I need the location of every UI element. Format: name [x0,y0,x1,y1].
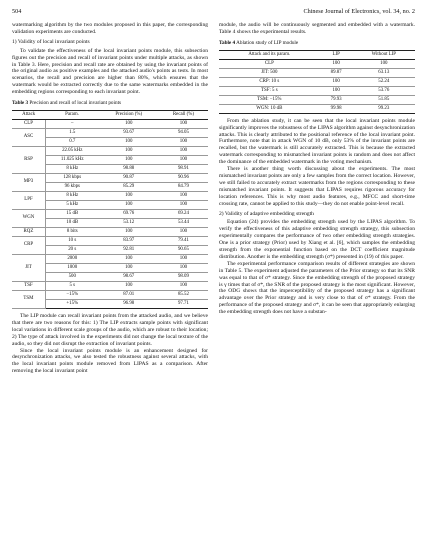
table-cell: 5 s [45,281,98,290]
table-cell: 100 [159,200,208,209]
table-cell: 100 [320,86,353,95]
table-cell: TSF: 5 s [219,86,320,95]
table-cell: 100 [320,77,353,86]
paragraph: Equation (24) provides the embedding strength used by the LIPAS algorithm. To verify the effectiveness of this adaptive embedding strength strategy, this subsection experimentally compares the performance of two other embedding strength strategies. One is a prior strategy (Prior) used by Xiang et al. [6], which samples the embedding strength from the exponential function based on the DCT coefficient magnitude distribution. Another is the embedding strength (σ*) presented in (19) of this paper. [219,219,415,260]
table-cell: 100 [159,146,208,155]
table-label: Table 3 [12,100,29,107]
table-cell: JIT: 500 [219,68,320,77]
subsection-heading: 2) Validity of adaptive embedding strength [219,210,314,217]
table-row [12,209,208,218]
table-cell: 99.98 [320,104,353,113]
table-cell: 20 s [45,245,98,254]
table-cell: 100 [99,281,159,290]
table-cell: 2000 [45,254,98,263]
attack-cell: CLP [12,119,45,128]
paragraph: The experimental performance comparison results of different strategies are shown in Table 5. The experiment adjusted the parameters of the Prior strategy so that its SNR was equal to that of σ* strategy. Since the embedding strength of the proposed strategy is γ times that of σ*, the SNR of the proposed strategy is the most significant. However, the ODG shows that the imperceptibility of the proposed strategy has a significant advantage over the Prior strategy and is very close to that of σ* strategy. From the performance of the proposed strategy and σ*, it can be seen that appropriately enlarging the embedding strength does not have a substan- [219,260,415,316]
attack-cell: MP3 [12,173,45,191]
table-cell: 8 bits [45,227,98,236]
table-cell: 53.76 [353,86,415,95]
table-4 [219,50,415,114]
table-cell: 79.41 [159,236,208,245]
table-cell: 53.44 [159,218,208,227]
table-row [219,104,415,113]
table-cell: 100 [159,155,208,164]
table-3 [12,110,208,309]
table-title: Ablation study of LIP module [236,39,299,46]
table-3-caption [12,100,208,107]
attack-cell: RQZ [12,227,45,236]
table-row [12,173,208,182]
table-row [219,86,415,95]
paragraph: To validate the effectiveness of the local invariant points module, this subsection figures out the precision and recall of invariant points under multiple attacks, as shown in Table 3. Here, precision and recall rate are obtained by using the invariant points of the original audio as positive examples and the attacked audio's points as tests. In most scenarios, the recall and precision are higher than 80%, which ensures that the watermark would be extracted correctly due to the same watermarks embedded in the embedding regions corresponding to each invariant point. [12,47,208,96]
table-cell: 100 [99,263,159,272]
table-header-cell: LIP [320,50,353,59]
table-cell: 8 kHz [45,191,98,200]
table-header-cell: Param. [45,110,98,119]
table-row [12,254,208,263]
table-row [12,236,208,245]
left-column [12,22,208,375]
attack-cell: WGN [12,209,45,227]
table-cell: 85.29 [99,182,159,191]
table-cell: 96.98 [99,299,159,308]
table-row [12,191,208,200]
table-cell: 69.76 [99,209,159,218]
table-cell: 53.12 [99,218,159,227]
table-cell: 100 [99,155,159,164]
table-cell: 90.65 [159,245,208,254]
paragraph: There is another thing worth discussing about the experiments. The most mismatched invariant points are only a few samples from the correct location. However, we still failed to accurately extract watermarks from the regions corresponding to these mismatched invariant points. It suggests that LIPAS requires rigorous accuracy for location references. This is why most audio features, e.g., MFCC and short-time crossing rate, cannot be applied to this study—they do not enable point-level recall. [219,166,415,207]
page-header [12,8,415,18]
table-cell: 1.5 [45,128,98,137]
table-cell: 93.67 [99,128,159,137]
table-cell: 10 s [45,236,98,245]
table-cell: 15 dB [45,209,98,218]
table-cell: 79.93 [320,95,353,104]
table-label: Table 4 [219,39,236,46]
journal-title: Chinese Journal of Electronics, vol. 34, no. 2 [303,8,415,15]
table-cell: 92.81 [99,245,159,254]
table-cell: 100 [99,146,159,155]
table-cell: 100 [159,137,208,146]
table-cell: 100 [320,59,353,68]
table-cell: 99.23 [353,104,415,113]
attack-cell: JIT [12,254,45,281]
table-cell: 5 kHz [45,200,98,209]
table-header-cell: Precision (%) [99,110,159,119]
attack-cell: TSF [12,281,45,290]
paragraph: watermarking algorithm by the two modules proposed in this paper, the corresponding validation experiments are conducted. [12,22,208,35]
paragraph: The LIP module can recall invariant points from the attacked audio, and we believe that there are two reasons for this: 1) The LIP extracts sample points with significant local variations in different scale groups of the audio, which are robust to their location; 2) The type of attack involved in the experiments did not change the local texture of the audio, so they did not disrupt the extraction of invariant points. [12,312,208,347]
table-cell: 98.09 [159,272,208,281]
right-column [219,22,415,316]
page-number: 504 [12,8,22,15]
table-cell: WGN: 10 dB [219,104,320,113]
table-row [12,281,208,290]
table-cell: – [45,119,98,128]
table-cell: 94.05 [159,128,208,137]
table-cell: 100 [99,227,159,236]
table-cell: −15% [45,290,98,299]
table-cell: 89.87 [320,68,353,77]
table-header-cell: Attack [12,110,45,119]
table-cell: 83.97 [99,236,159,245]
table-cell: 96 kbps [45,182,98,191]
table-row [12,290,208,299]
table-cell: 98.67 [99,272,159,281]
attack-cell: CRP [12,236,45,254]
table-cell: 63.13 [353,68,415,77]
table-cell: 10 dB [45,218,98,227]
table-cell: 8 kHz [45,164,98,173]
table-cell: 11.025 kHz [45,155,98,164]
table-row [219,95,415,104]
table-cell: 100 [99,254,159,263]
table-cell: 87.01 [99,290,159,299]
table-cell: 500 [45,272,98,281]
table-cell: CRP: 10 s [219,77,320,86]
table-row [219,68,415,77]
table-cell: 100 [159,227,208,236]
paragraph: Since the local invariant points module is an enhancement designed for desynchronization attacks, we also tested the robustness against several attacks, with the local invariant points module removed from LIPAS as a comparison. After removing the local invariant point [12,347,208,375]
table-cell: 100 [99,137,159,146]
table-cell: 0.7 [45,137,98,146]
table-cell: 69.24 [159,209,208,218]
attack-cell: ASC [12,128,45,146]
table-cell: 52.24 [353,77,415,86]
table-header-cell: Without LIP [353,50,415,59]
table-cell: 22.05 kHz [45,146,98,155]
table-title: Precision and recall of local invariant points [29,100,122,107]
table-cell: 1000 [45,263,98,272]
table-cell: 100 [159,254,208,263]
attack-cell: LPF [12,191,45,209]
table-cell: 84.79 [159,182,208,191]
paragraph: module, the audio will be continuously segmented and embedded with a watermark. Table 4 shows the experimental results. [219,22,415,35]
table-row [12,128,208,137]
table-cell: 100 [159,191,208,200]
table-header-cell: Attack and its param. [219,50,320,59]
table-cell: 100 [159,281,208,290]
table-row [12,227,208,236]
paragraph: From the ablation study, it can be seen that the local invariant points module significantly improves the robustness of the LIPAS algorithm against desynchronization attacks. This is clearly attributed to the positional reference of the local invariant point. Furthermore, note that in attack WGN of 10 dB, only 53% of the invariant points are recalled, but the watermark is still accurately extracted. This is because the extracted watermark corresponding to mismatched invariant points is random and does not affect the dominance of the embedded watermark in the voting mechanism. [219,117,415,166]
table-cell: 85.52 [159,290,208,299]
table-cell: 100 [99,191,159,200]
table-cell: 100 [159,119,208,128]
attack-cell: TSM [12,290,45,308]
table-cell: 128 kbps [45,173,98,182]
table-header-cell: Recall (%) [159,110,208,119]
table-cell: 97.71 [159,299,208,308]
table-row [219,59,415,68]
table-cell: 100 [99,200,159,209]
table-cell: 51.85 [353,95,415,104]
table-cell: 100 [159,263,208,272]
table-cell: 90.87 [99,173,159,182]
table-cell: 98.88 [99,164,159,173]
table-cell: 98.91 [159,164,208,173]
table-cell: 100 [353,59,415,68]
table-row [12,146,208,155]
attack-cell: RSP [12,146,45,173]
table-4-caption [219,40,415,47]
subsection-heading: 1) Validity of local invariant points [12,38,90,45]
table-row [12,119,208,128]
table-body [12,119,208,308]
table-cell: 90.96 [159,173,208,182]
table-cell: CLP [219,59,320,68]
table-row [219,77,415,86]
table-cell: +15% [45,299,98,308]
table-cell: 100 [99,119,159,128]
table-body [219,59,415,113]
table-cell: TSM: −15% [219,95,320,104]
